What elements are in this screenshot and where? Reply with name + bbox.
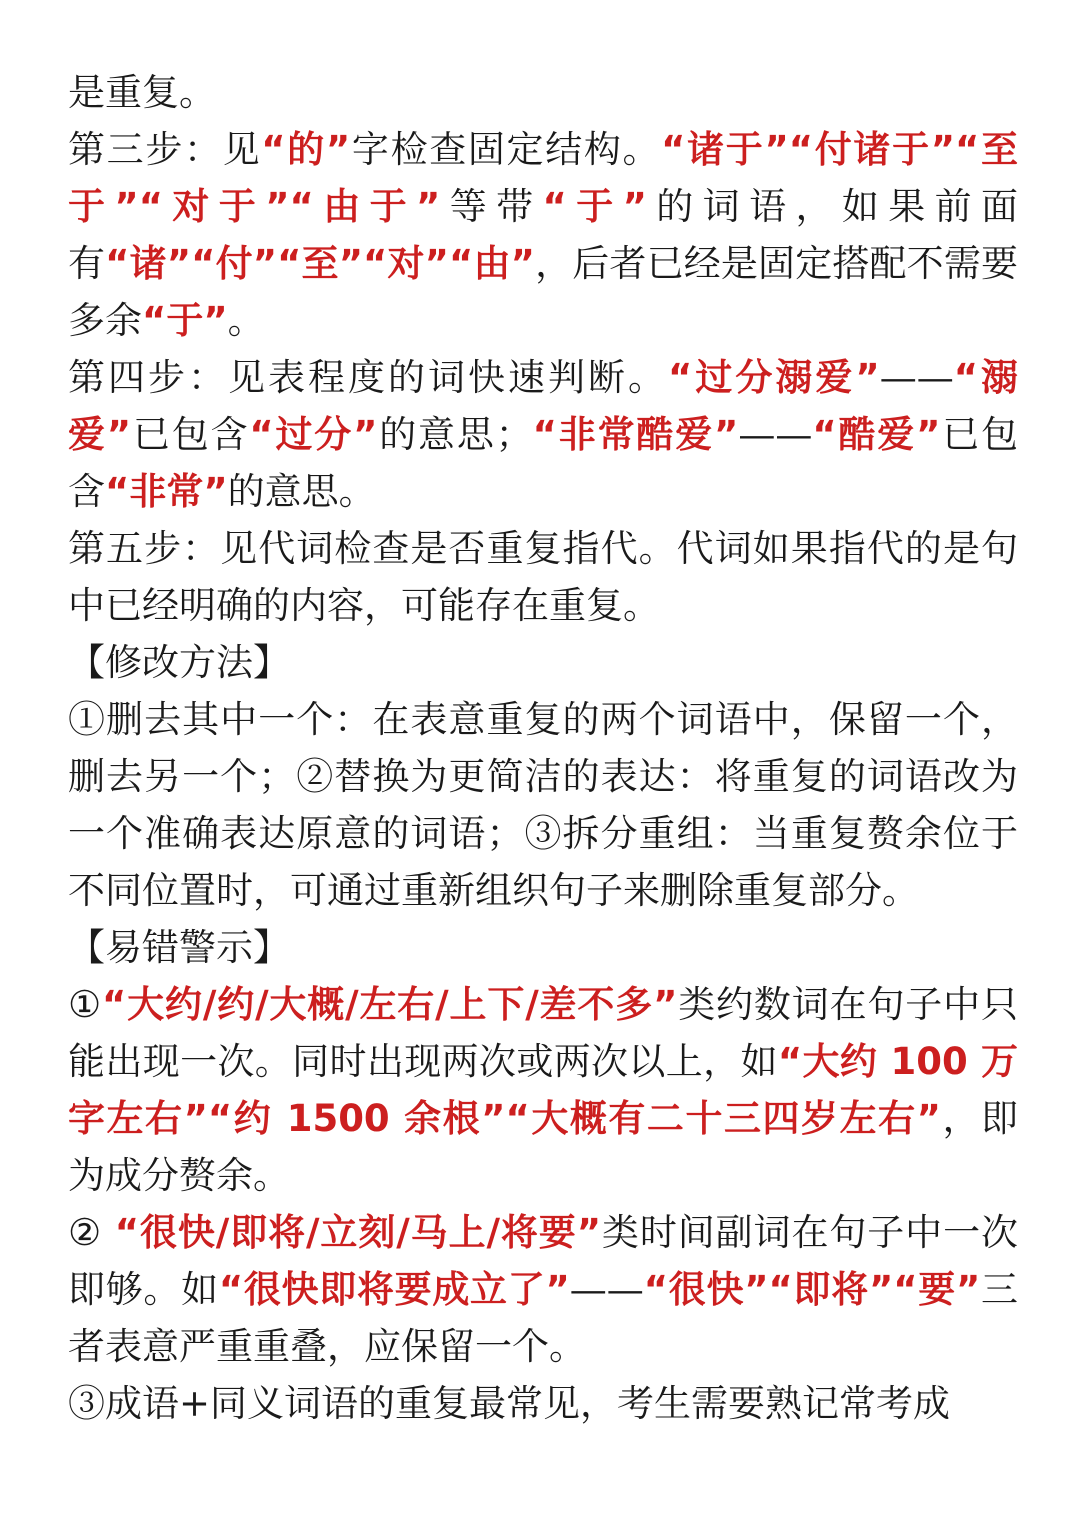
highlighted-term: “溺爱” (68, 356, 1019, 456)
body-text: 已包含 (131, 413, 250, 456)
heading-fix-method (68, 634, 1018, 691)
body-text: ② (68, 1211, 115, 1254)
para-step2-tail (68, 64, 1018, 121)
highlighted-term: “很快即将要成立了” (218, 1268, 570, 1311)
body-text: —— (738, 413, 813, 456)
body-text: 第三步：见 (68, 128, 262, 171)
body-text: 第五步：见代词检查是否重复指代。代词如果指代的是句中已经明确的内容，可能存在重复。 (68, 527, 1018, 627)
highlighted-term: “过分” (249, 413, 378, 456)
body-text: ，即为成分赘余。 (68, 1097, 1019, 1197)
highlighted-term: “诸于”“付诸于”“至于”“对于”“由于” (68, 128, 1019, 228)
para-step5 (68, 520, 1018, 634)
highlighted-term: “非常” (105, 470, 228, 513)
highlighted-term: “过分溺爱” (668, 356, 880, 399)
body-text: 三者表意严重重叠，应保留一个。 (68, 1268, 1019, 1368)
highlighted-term: “酷爱” (812, 413, 941, 456)
para-warning-1 (68, 976, 1018, 1204)
body-text: 等带 (440, 185, 543, 228)
highlighted-term: “非常酷爱” (532, 413, 739, 456)
body-text: 【修改方法】 (68, 641, 290, 684)
body-text: 字检查固定结构。 (350, 128, 662, 171)
body-text: —— (879, 356, 954, 399)
document-body (68, 64, 1018, 1432)
body-text: ，后者已经是固定搭配不需要多余 (68, 242, 1019, 342)
para-warning-2 (68, 1204, 1018, 1375)
body-text: —— (569, 1268, 644, 1311)
highlighted-term: “的” (261, 128, 351, 171)
para-warning-3 (68, 1375, 1018, 1432)
body-text: 类约数词在句子中只能出现一次。同时出现两次或两次以上，如 (68, 983, 1018, 1083)
para-step4 (68, 349, 1018, 520)
highlighted-term: “很快”“即将”“要” (643, 1268, 981, 1311)
body-text: 的意思。 (227, 470, 376, 513)
body-text: 的意思； (377, 413, 533, 456)
body-text: 已包含 (68, 413, 1019, 513)
body-text: 是重复。 (68, 71, 216, 114)
body-text: 【易错警示】 (68, 926, 290, 969)
para-step3 (68, 121, 1018, 349)
body-text: ③成语+同义词语的重复最常见，考生需要熟记常考成 (68, 1382, 951, 1425)
highlighted-term: “大约/约/大概/左右/上下/差不多” (102, 983, 678, 1026)
body-text: ① (68, 983, 103, 1026)
highlighted-term: “于” (542, 185, 647, 228)
highlighted-term: “很快/即将/立刻/马上/将要” (114, 1211, 602, 1254)
highlighted-term: “于” (142, 299, 228, 342)
body-text: 第四步：见表程度的词快速判断。 (68, 356, 669, 399)
highlighted-term: “大约 100 万字左右”“约 1500 余根”“大概有二十三四岁左右” (68, 1040, 1018, 1140)
body-text: 类时间副词在句子中一次即够。如 (68, 1211, 1018, 1311)
highlighted-term: “诸”“付”“至”“对”“由” (105, 242, 535, 285)
para-fix-method (68, 691, 1018, 919)
body-text: ①删去其中一个：在表意重复的两个词语中，保留一个，删去另一个；②替换为更简洁的表达：将重复的词语改为一个准确表达原意的词语；③拆分重组：当重复赘余位于不同位置时，可通过重新组织句子来删除重复部分。 (68, 698, 1018, 912)
heading-warning (68, 919, 1018, 976)
body-text: 。 (227, 299, 265, 342)
body-text: 的词语，如果前面有 (68, 185, 1019, 285)
